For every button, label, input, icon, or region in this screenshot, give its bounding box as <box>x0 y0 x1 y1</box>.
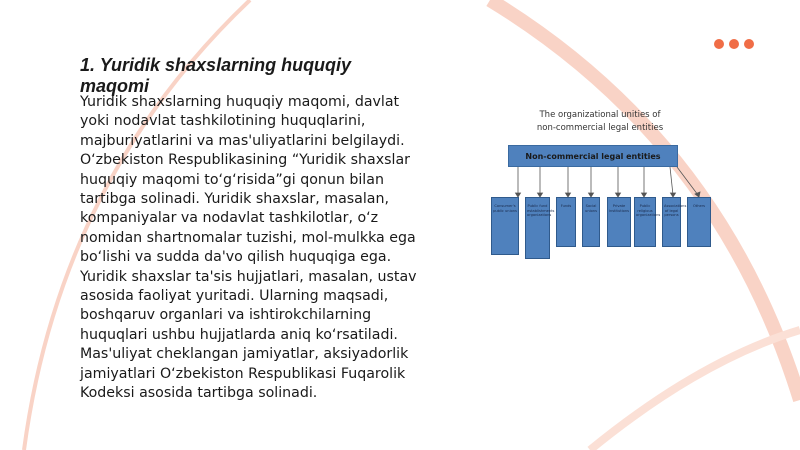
diagram-child-box: Social unions <box>582 197 600 247</box>
diagram-caption-line1: The organizational unities of <box>539 110 661 120</box>
slide-body-text: Yuridik shaxslarning huquqiy maqomi, davlat yoki nodavlat tashkilotining huquqlarini, majburiyatlarini va mas'uliyatlarini belgilaydi. O‘zbekiston Respublikasining “Yuridik shaxslar huquqiy maqomi to‘g‘risida”gi qonun bilan tartibga solinadi. Yuridik shaxslar, masalan, kompaniyalar va nodavlat tashkilotlar, o‘z nomidan shartnomalar tuzishi, mol-mulkka ega bo‘lishi va sudda da'vo qilish huquqiga ega. Yuridik shaxslar ta'sis hujjatlari, masalan, ustav asosida faoliyat yuritadi. Ularning maqsadi, boshqaruv organlari va ishtirokchilarning huquqlari ushbu hujjatlarda aniq ko‘rsatiladi. Mas'uliyat cheklangan jamiyatlar, aksiyadorlik jamiyatlari O‘zbekiston Respublikasi Fuqarolik Kodeksi asosida tartibga solinadi. <box>80 94 417 402</box>
dot <box>729 39 739 49</box>
diagram-child-box: Private institutions <box>607 197 631 247</box>
dot <box>744 39 754 49</box>
diagram-child-box: Others <box>687 197 711 247</box>
diagram-child-box: Public fund establishments organizations <box>525 197 550 259</box>
org-diagram <box>480 100 720 270</box>
diagram-child-box: Consumer's public unions <box>491 197 519 255</box>
diagram-root-box: Non-commercial legal entities <box>508 145 678 167</box>
diagram-child-box: Public religious organizations <box>634 197 656 247</box>
slide-title: 1. Yuridik shaxslarning huquqiy maqomi <box>80 55 352 96</box>
menu-dots-icon[interactable] <box>714 39 754 49</box>
diagram-caption-line2: non-commercial legal entities <box>536 123 664 133</box>
diagram-child-box: Funds <box>556 197 576 247</box>
diagram-child-box: Associations of legal persons <box>662 197 681 247</box>
dot <box>714 39 724 49</box>
